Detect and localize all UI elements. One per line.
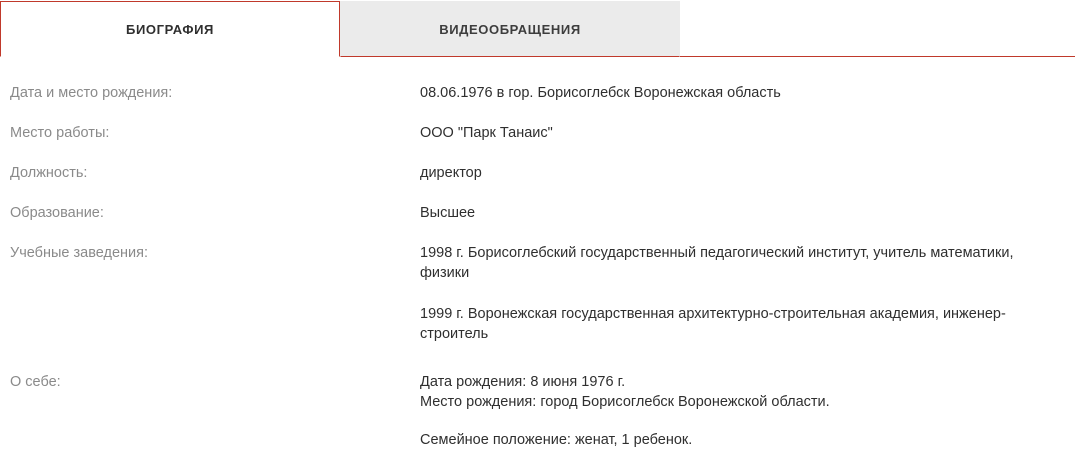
row-value: [420, 354, 1075, 462]
row-value-line: 1999 г. Воронежская государственная архитектурно-строительная академия, инженер-строитель: [420, 306, 1006, 342]
about-line: Дата рождения: 8 июня 1976 г.: [420, 374, 626, 390]
row-value-line: 1998 г. Борисоглебский государственный педагогический институт, учитель математики, физики: [420, 245, 1014, 281]
table-row: [0, 73, 1075, 113]
table-row: [0, 113, 1075, 153]
row-value-line: 08.06.1976 в гор. Борисоглебск Воронежская область: [420, 85, 781, 101]
row-value-line: ООО "Парк Танаис": [420, 125, 553, 141]
row-label: Должность:: [10, 165, 88, 181]
row-value-line: Высшее: [420, 205, 476, 221]
row-label: Место работы:: [10, 125, 110, 141]
about-line: Место рождения: город Борисоглебск Воронежской области.: [420, 394, 830, 410]
tab-bar: [0, 0, 1075, 57]
biography-table: [0, 57, 1075, 462]
row-value: [420, 113, 1075, 153]
tab-biography-label: БИОГРАФИЯ: [126, 21, 214, 37]
row-value: [420, 73, 1075, 113]
row-value: [420, 153, 1075, 193]
table-row-about: [0, 354, 1075, 462]
row-value-line: директор: [420, 165, 482, 181]
about-line: Семейное положение: женат, 1 ребенок.: [420, 432, 693, 448]
about-spacer: [420, 412, 1065, 430]
row-value: [420, 233, 1075, 354]
row-label: Образование:: [10, 205, 104, 221]
table-row: [0, 153, 1075, 193]
tab-video-messages[interactable]: [340, 1, 680, 57]
table-row: [0, 233, 1075, 354]
row-label: Дата и место рождения:: [10, 85, 173, 101]
row-label: О себе:: [10, 374, 61, 390]
row-value: [420, 193, 1075, 233]
row-label: Учебные заведения:: [10, 245, 149, 261]
tab-biography[interactable]: [0, 1, 340, 57]
table-row: [0, 193, 1075, 233]
tab-video-messages-label: ВИДЕООБРАЩЕНИЯ: [439, 21, 581, 37]
